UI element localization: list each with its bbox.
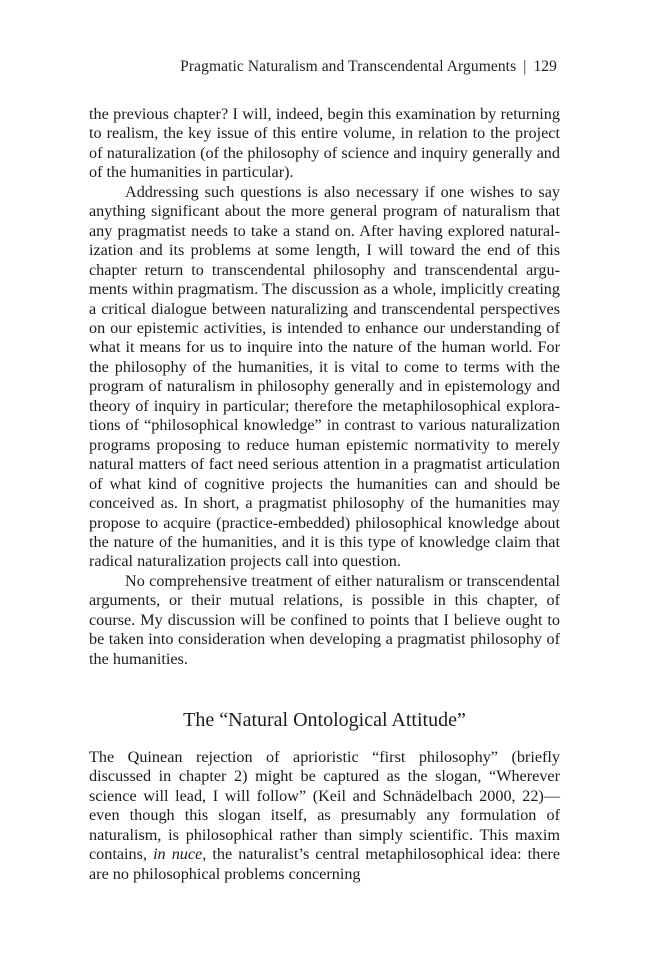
page-number: 129 [533, 58, 557, 75]
paragraph-text: , the naturalist’s central metaphilosophical idea: there are no philosophical problems concerning [89, 845, 560, 883]
header-separator: | [523, 58, 527, 75]
paragraph: No comprehensive treatment of either naturalism or transcendental arguments, or their mutual relations, is possible in this chapter, of course. My discussion will be confined to points that I believe ought to be taken into consideration when developing a pragmatist philosophy of the humanities. [89, 571, 560, 668]
body-text-lower [89, 748, 560, 884]
italic-phrase: in nuce [153, 845, 203, 864]
running-header [180, 58, 557, 76]
section-heading: The “Natural Ontological Attitude” [183, 709, 466, 731]
paragraph: Addressing such questions is also necessary if one wishes to say anything significant about the more general program of naturalism that any pragmatist needs to take a stand on. After having explored naturalization and its problems at some length, I will toward the end of this chapter return to transcendental philosophy and transcendental arguments within pragmatism. The discussion as a whole, implicitly creating a critical dialogue between naturalizing and transcendental perspectives on our epistemic activities, is intended to enhance our understanding of what it means for us to inquire into the nature of the human world. For the philosophy of the humanities, it is vital to come to terms with the program of naturalism in philosophy generally and in epistemology and theory of inquiry in particular; therefore the metaphilosophical explorations of “philosophical knowledge” in contrast to various naturalization programs proposing to reduce human epistemic normativity to merely natural matters of fact need serious attention in a pragmatist articulation of what kind of cognitive projects the humanities can and should be conceived as. In short, a pragmatist philosophy of the humanities may propose to acquire (practice-embedded) philosophical knowledge about the nature of the humanities, and it is this type of knowledge claim that radical naturalization projects call into question. [89, 182, 560, 571]
running-title: Pragmatic Naturalism and Transcendental Arguments [180, 58, 517, 75]
paragraph-continued: the previous chapter? I will, indeed, begin this examination by returning to realism, the key issue of this entire volume, in relation to the project of naturalization (of the philosophy of science and inquiry generally and of the humanities in particular). [89, 105, 560, 182]
body-text-upper [89, 105, 560, 669]
paragraph-text: The Quinean rejection of aprioristic “first philosophy” (briefly discussed in chapter 2) might be captured as the slogan, “Wherever science will lead, I will follow” (Keil and Schnädelbach 2000, 22)—even though this slogan itself, as presumably any formulation of naturalism, is philosophical rather than simply scientific. This maxim contains, [89, 748, 560, 864]
paragraph [89, 748, 560, 884]
